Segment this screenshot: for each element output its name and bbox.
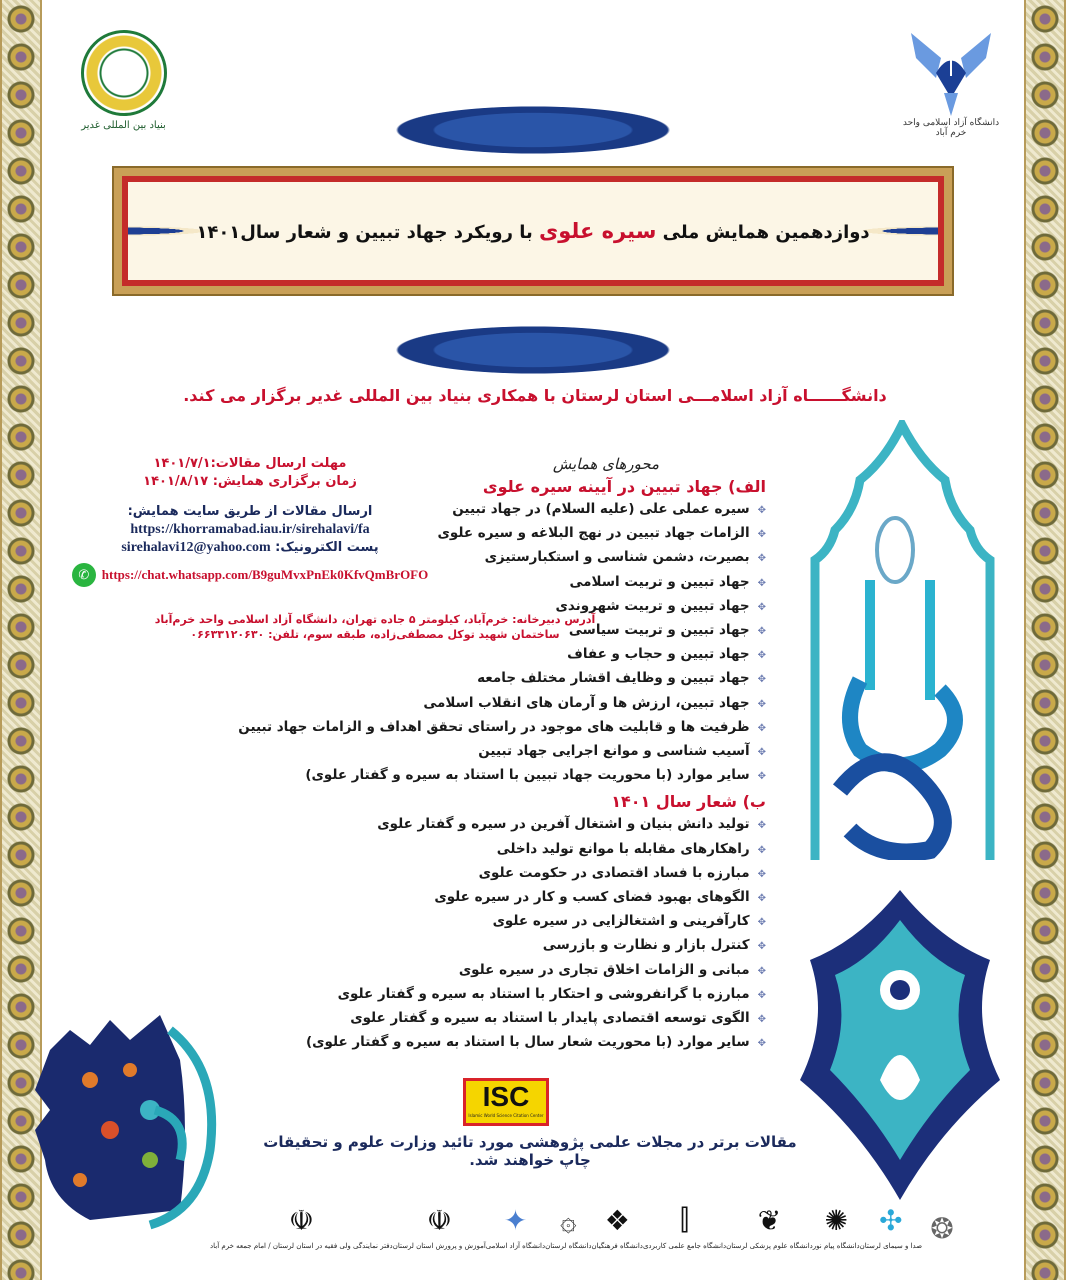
list-item: ✥جهاد تبیین، ارزش ها و آرمان های انقلاب اسلامی — [423, 694, 766, 711]
iau-emblem-icon — [906, 28, 996, 118]
sponsor-logo: ✣ صدا و سیمای لرستان — [860, 1200, 923, 1250]
whatsapp-icon: ✆ — [72, 563, 96, 587]
section-a-heading: الف) جهاد تبیین در آیینه سیره علوی — [482, 477, 766, 496]
bullet-icon: ✥ — [757, 1038, 766, 1050]
bullet-icon: ✥ — [757, 601, 766, 613]
sponsor-logo: ☫ دفتر نمایندگی ولی فقیه در استان لرستان / امام جمعه خرم آباد — [210, 1200, 393, 1250]
list-item: ✥الگوهای بهبود فضای کسب و کار در سیره علوی — [434, 889, 766, 906]
email-label: پست الکترونیک: — [275, 540, 379, 555]
medical-university-icon: ❦ — [757, 1203, 782, 1237]
conference-site-link[interactable]: https://khorramabad.iau.ir/sirehalavi/fa — [130, 522, 370, 537]
lorestan-university-icon: ۞ — [560, 1203, 577, 1237]
banner-ornament-bottom — [360, 320, 706, 380]
organizer-statement: دانشگــــــاه آزاد اسلامـــی استان لرستان با همکاری بنیاد بین المللی غدیر برگزار می کند. — [183, 386, 887, 405]
ali-tile-ornament-left-icon — [30, 1010, 220, 1230]
sponsor-logos — [210, 1180, 954, 1250]
iau-emblem-icon: ✦ — [503, 1203, 528, 1237]
isc-label: ISC — [482, 1081, 530, 1112]
list-item: ✥جهاد تبیین و وظایف اقشار مختلف جامعه — [477, 670, 766, 687]
bullet-icon: ✥ — [757, 722, 766, 734]
conference-topics — [238, 455, 766, 1055]
payame-noor-icon: ✺ — [824, 1203, 848, 1237]
bullet-icon: ✥ — [757, 505, 766, 516]
bullet-icon: ✥ — [757, 626, 766, 638]
bullet-icon: ✥ — [757, 674, 766, 686]
list-item: ✥الگوی توسعه اقتصادی پایدار با استناد به سیره و گفتار علوی — [350, 1010, 766, 1027]
list-item: ✥سایر موارد (با محوریت جهاد تبیین با استناد به سیره و گفتار علوی) — [305, 767, 766, 784]
bullet-icon: ✥ — [757, 529, 766, 541]
bullet-icon: ✥ — [757, 650, 766, 662]
list-item: ✥بصیرت، دشمن شناسی و استکبارستیزی — [484, 549, 766, 566]
list-item: ✥کنترل بازار و نظارت و بازرسی — [542, 937, 766, 954]
sponsor-logo: ☫ آموزش و پرورش استان لرستان — [393, 1200, 486, 1250]
list-item: ✥الزامات جهاد تبیین در نهج البلاغه و سیره علوی — [437, 525, 766, 542]
sponsor-logo: ❦ دانشگاه علوم پزشکی لرستان — [726, 1200, 813, 1250]
secretariat-address: آدرس دبیرخانه: خرم‌آباد، کیلومتر ۵ جاده تهران، دانشگاه آزاد اسلامی واحد خرم‌آباد ساختمان شهید توکل مصطفی‌زاده، طبقه سوم، تلفن: ۰۶۶۳۳۱۲۰۶۳۰ — [154, 613, 596, 641]
section-b-list — [246, 813, 766, 1055]
topics-title: محورهای همایش — [552, 455, 660, 473]
ghadir-emblem-icon — [81, 30, 167, 116]
list-item: ✥مبارزه با گرانفروشی و احتکار با استناد به سیره و گفتار علوی — [337, 985, 766, 1002]
email-link[interactable]: sirehalavi12@yahoo.com — [121, 540, 271, 555]
list-item: ✥سایر موارد (با محوریت شعار سال با استناد به سیره و گفتار علوی) — [305, 1034, 766, 1051]
title-highlight: سیره علوی — [539, 219, 657, 243]
whatsapp-link[interactable]: https://chat.whatsapp.com/B9guMvxPnEk0KfvQmBrOFO — [101, 567, 429, 582]
bullet-icon: ✥ — [757, 844, 766, 856]
submit-label: ارسال مقالات از طریق سایت همایش: — [127, 504, 373, 519]
sponsor-logo: ❖ دانشگاه فرهنگیان — [592, 1200, 643, 1250]
list-item: ✥مبارزه با فساد اقتصادی در حکومت علوی — [478, 864, 766, 881]
farhangian-university-icon: ❖ — [604, 1203, 630, 1237]
bullet-icon: ✥ — [757, 747, 766, 759]
bullet-icon: ✥ — [757, 1014, 766, 1026]
title-banner — [100, 150, 966, 350]
list-item: ✥تولید دانش بنیان و اشتغال آفرین در سیره و گفتار علوی — [377, 816, 766, 833]
list-item: ✥جهاد تبیین و تربیت سیاسی — [568, 622, 766, 639]
ghadir-foundation-logo — [76, 30, 171, 140]
iau-logo — [896, 28, 1006, 138]
publication-note: مقالات برتر در مجلات علمی پژوهشی مورد تائید وزارت علوم و تحقیقات چاپ خواهند شد. — [263, 1133, 797, 1169]
list-item: ✥راهکارهای مقابله با موانع تولید داخلی — [496, 840, 766, 857]
conference-title: دوازدهمین همایش ملی سیره علوی با رویکرد جهاد تبیین و شعار سال۱۴۰۱ — [196, 219, 870, 243]
irib-lorestan-icon: ✣ — [879, 1203, 903, 1237]
list-item: ✥آسیب شناسی و موانع اجرایی جهاد تبیین — [478, 743, 766, 760]
tile-ornament-right-icon — [790, 880, 1010, 1200]
list-item: ✥جهاد تبیین و تربیت اسلامی — [569, 573, 766, 590]
iran-emblem-icon: ☫ — [426, 1203, 452, 1237]
bullet-icon: ✥ — [757, 553, 766, 565]
list-item: ✥مبانی و الزامات اخلاق تجاری در سیره علوی — [458, 961, 766, 978]
list-item: ✥سیره عملی علی (علیه السلام) در جهاد تبیین — [452, 501, 766, 517]
circular-ornament-icon: ❂ — [930, 1211, 954, 1245]
iran-emblem-icon: ☫ — [288, 1203, 314, 1237]
bullet-icon: ✥ — [757, 577, 766, 589]
section-b-heading: ب) شعار سال ۱۴۰۱ — [611, 792, 766, 812]
iau-logo-caption: دانشگاه آزاد اسلامی واحد خرم آباد — [902, 118, 1000, 138]
bullet-icon: ✥ — [757, 965, 766, 977]
bullet-icon: ✥ — [757, 941, 766, 953]
applied-science-university-icon: ⫿ — [680, 1203, 690, 1236]
bullet-icon: ✥ — [757, 989, 766, 1001]
list-item: ✥جهاد تبیین و حجاب و عفاف — [567, 646, 766, 663]
decorative-border-right — [1024, 0, 1066, 1280]
ya-ali-calligraphy-icon — [800, 420, 1005, 860]
bullet-icon: ✥ — [757, 917, 766, 929]
conference-date: زمان برگزاری همایش: ۱۴۰۱/۸/۱۷ — [143, 474, 357, 489]
sponsor-logo — [922, 1208, 962, 1250]
ghadir-logo-caption: بنیاد بین المللی غدیر — [81, 120, 166, 131]
bullet-icon: ✥ — [757, 868, 766, 880]
isc-sublabel: Islamic World Science Citation Center — [468, 1113, 544, 1118]
sponsor-logo: ⫿ دانشگاه جامع علمی کاربردی — [643, 1200, 726, 1250]
sponsor-logo: ۞ دانشگاه لرستان — [545, 1200, 591, 1250]
isc-logo — [463, 1078, 549, 1126]
bullet-icon: ✥ — [757, 820, 766, 832]
list-item: ✥ظرفیت ها و قابلیت های موجود در راستای تحقق اهداف و الزامات جهاد تبیین — [238, 718, 766, 735]
section-a-list — [238, 498, 766, 788]
list-item: ✥کارآفرینی و اشتغالزایی در سیره علوی — [492, 913, 766, 930]
bullet-icon: ✥ — [757, 698, 766, 710]
list-item: ✥جهاد تبیین و تربیت شهروندی — [555, 597, 766, 614]
sponsor-logo: ✦ دانشگاه آزاد اسلامی — [486, 1200, 545, 1250]
bullet-icon: ✥ — [757, 893, 766, 905]
bullet-icon: ✥ — [757, 771, 766, 783]
banner-ornament-top — [360, 100, 706, 160]
sponsor-logo: ✺ دانشگاه پیام نور — [813, 1200, 860, 1250]
submission-deadline: مهلت ارسال مقالات:۱۴۰۱/۷/۱ — [153, 456, 347, 471]
